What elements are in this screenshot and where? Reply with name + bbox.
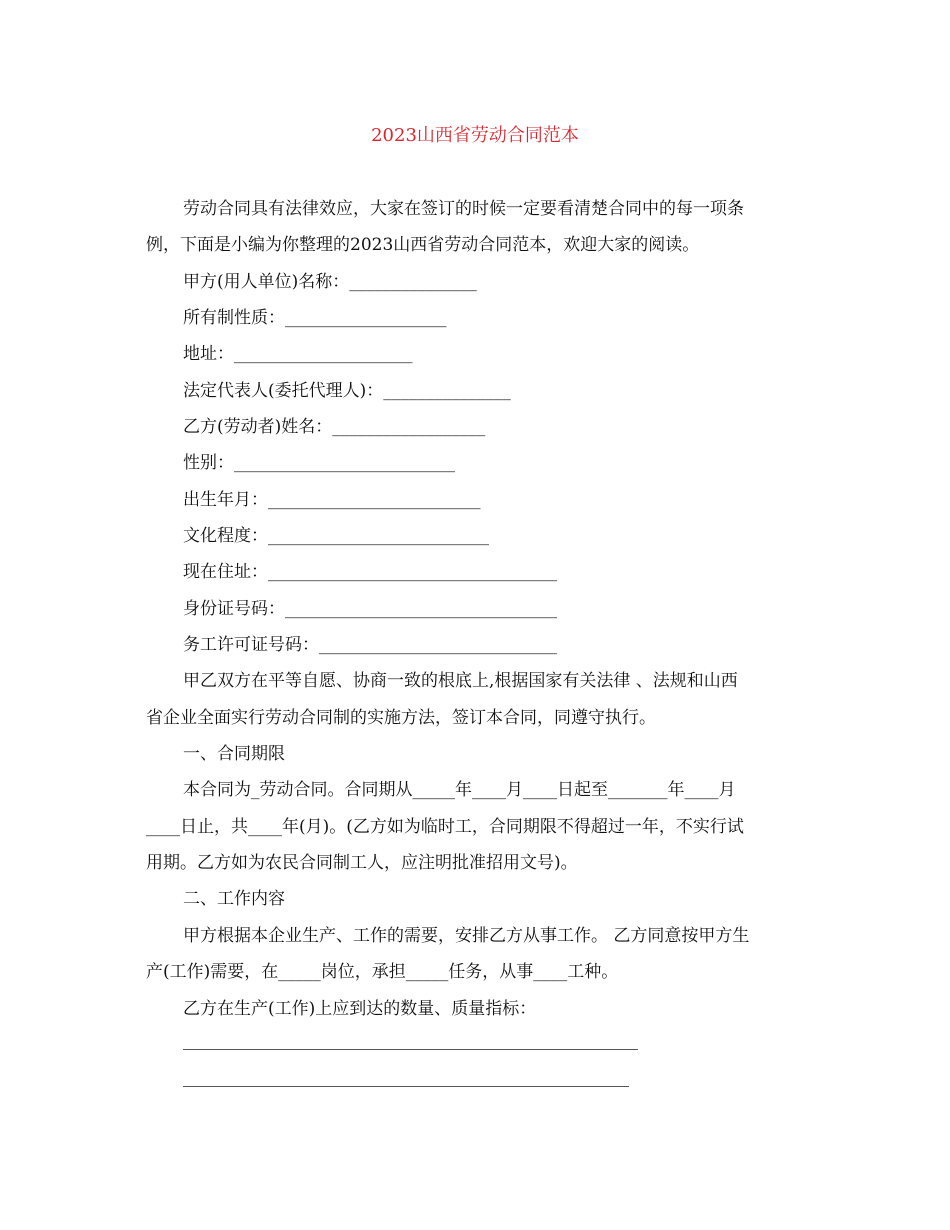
section-2-line-3: 乙方在生产(工作)上应到达的数量、质量指标： (183, 999, 537, 1019)
field-address: 地址：_____________________ (183, 344, 413, 364)
field-work-permit-number: 务工许可证号码：____________________________ (183, 635, 557, 655)
paragraph-1-line-1: 甲乙双方在平等自愿、协商一致的根底上,根据国家有关法律 、法规和山西 (183, 671, 738, 691)
field-education: 文化程度：__________________________ (183, 526, 489, 546)
blank-fill-line-1 (183, 1049, 638, 1050)
field-employee-name: 乙方(劳动者)姓名：__________________ (183, 417, 486, 437)
intro-line-2: 例，下面是小编为你整理的2023山西省劳动合同范本，欢迎大家的阅读。 (146, 235, 700, 255)
field-gender: 性别：__________________________ (183, 453, 455, 473)
field-current-address: 现在住址：__________________________________ (183, 562, 557, 582)
field-birth-date: 出生年月：_________________________ (183, 490, 481, 510)
section-1-line-1: 本合同为_劳动合同。合同期从_____年____月____日起至_______年____月 (183, 780, 736, 800)
field-ownership-type: 所有制性质：___________________ (183, 308, 447, 328)
blank-fill-line-2 (183, 1086, 629, 1087)
document-title: 2023山西省劳动合同范本 (371, 125, 579, 146)
section-1-line-3: 用期。乙方如为农民合同制工人，应注明批准招用文号)。 (146, 853, 578, 873)
section-1-line-2: ____日止，共____年(月)。(乙方如为临时工，合同期限不得超过一年，不实行试 (146, 817, 744, 837)
section-2-line-1: 甲方根据本企业生产、工作的需要，安排乙方从事工作。 乙方同意按甲方生 (183, 926, 750, 946)
section-2-line-2: 产(工作)需要，在_____岗位，承担_____任务，从事____工种。 (146, 962, 619, 982)
intro-line-1: 劳动合同具有法律效应，大家在签订的时候一定要看清楚合同中的每一项条 (183, 199, 744, 219)
field-employer-name: 甲方(用人单位)名称：_______________ (183, 272, 477, 292)
section-1-heading: 一、合同期限 (183, 744, 285, 764)
field-id-number: 身份证号码：________________________________ (183, 599, 557, 619)
paragraph-1-line-2: 省企业全面实行劳动合同制的实施方法，签订本合同，同遵守执行。 (146, 708, 656, 728)
field-legal-representative: 法定代表人(委托代理人)：_______________ (183, 381, 511, 401)
section-2-heading: 二、工作内容 (183, 889, 285, 909)
